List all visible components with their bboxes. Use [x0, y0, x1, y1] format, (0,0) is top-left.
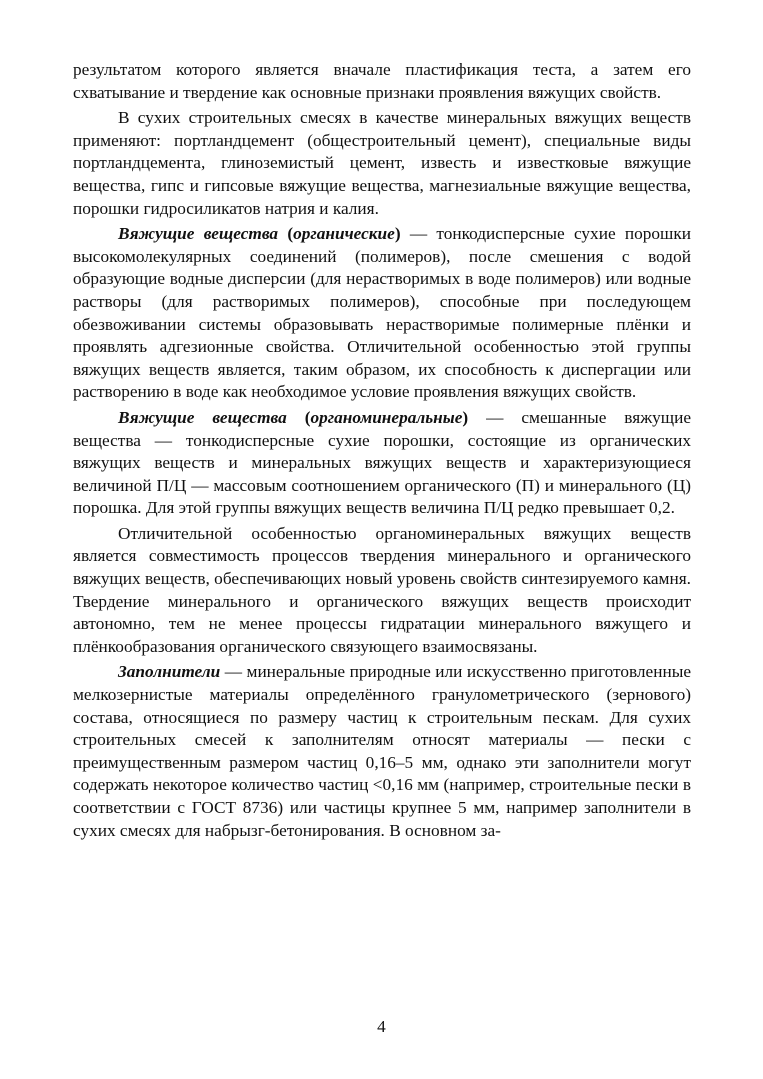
paragraph-text: — минеральные природные или искусственно приготовленные мелкозернистые материалы определённого гранулометрического (зернового) состава, относящиеся по размеру частиц к строительным пескам. Для сухих строительных смесей к заполнителям относят материалы — пески с преимущественным размером частиц 0,16–5 мм, однако эти заполнители могут содержать некоторое количество частиц <0,16 мм (например, строительные пески в соответствии с ГОСТ 8736) или частицы крупнее 5 мм, например заполнители в сухих смесях для набрызг-бетонирования. В основном за- [73, 662, 691, 840]
term-organic: органические [293, 224, 395, 244]
paragraph-continuation [73, 59, 691, 104]
paragraph-text: — смешанные вяжущие вещества — тонкодисперсные сухие порошки, состоящие из органических вяжущих веществ и минеральных вяжущих веществ и характеризующиеся величиной П/Ц — массовым соотношением органического (П) и минерального (Ц) порошка. Для этой группы вяжущих веществ величина П/Ц редко превышает 0,2. [73, 407, 691, 518]
paragraph-organomineral-features [73, 523, 691, 659]
paragraph-text: — тонкодисперсные сухие порошки высокомолекулярных соединений (полимеров), после смешения с водой образующие водные дисперсии (для нерастворимых в воде полимеров) или водные растворы (для растворимых полимеров), способные при последующем обезвоживании системы образовывать нерастворимые полимерные плёнки и проявлять адгезионные свойства. Отличительной особенностью этой группы вяжущих веществ является, таким образом, их способность к диспергации или растворению в воде как необходимое условие проявления вяжущих свойств. [73, 224, 691, 402]
term-qualifier: (органические) [287, 224, 401, 244]
paragraph-organomineral-binders [73, 407, 691, 520]
term-binders: Вяжущие вещества [118, 407, 287, 427]
paragraph-fillers [73, 661, 691, 842]
page-number: 4 [377, 1017, 386, 1036]
term-fillers: Заполнители [118, 662, 221, 682]
paragraph-text: результатом которого является вначале пластификация теста, а затем его схватывание и твердение как основные признаки проявления вяжущих свойств. [73, 60, 691, 102]
paragraph-text: Отличительной особенностью органоминеральных вяжущих веществ является совместимость процессов твердения минерального и органического вяжущих веществ, обеспечивающих новый уровень свойств синтезируемого камня. Твердение минерального и органического вяжущих веществ происходит автономно, тем не менее процессы гидратации минерального вяжущего и плёнкообразования органического связующего взаимосвязаны. [73, 523, 691, 656]
paragraph-mineral-binders [73, 107, 691, 220]
paragraph-organic-binders [73, 223, 691, 404]
term-organomineral: органоминеральные [310, 407, 463, 427]
term-binders: Вяжущие вещества [118, 224, 279, 244]
term-qualifier: (органоминеральные) [304, 407, 469, 427]
page-body [73, 59, 691, 845]
paragraph-text: В сухих строительных смесях в качестве минеральных вяжущих веществ применяют: портландцемент (общестроительный цемент), специальные виды портландцемента, глиноземистый цемент, известь и известковые вяжущие вещества, гипс и гипсовые вяжущие вещества, магнезиальные вяжущие вещества, порошки гидросиликатов натрия и калия. [73, 108, 691, 218]
